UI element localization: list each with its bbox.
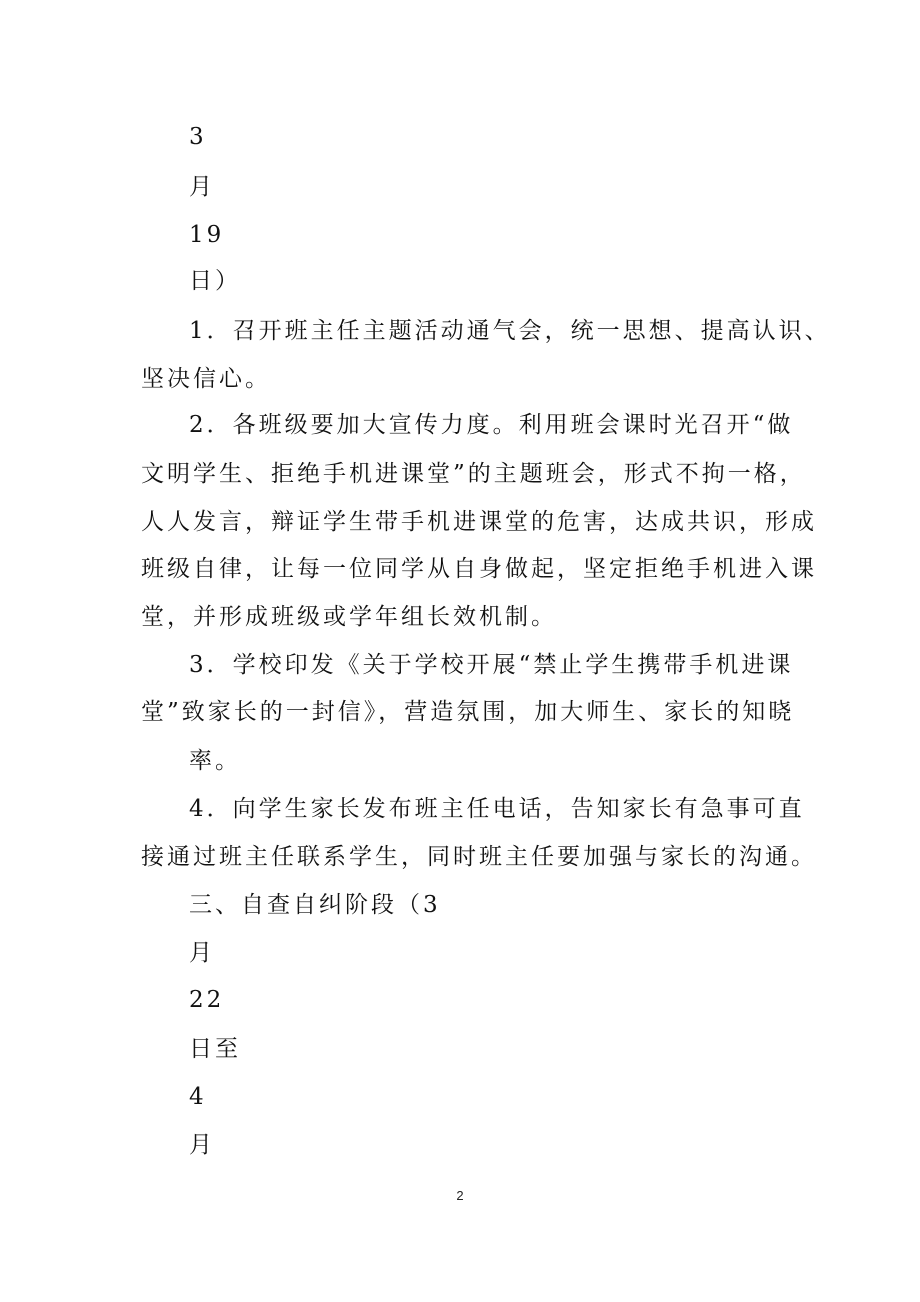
text-line: 率。 (189, 748, 241, 774)
text-line: 3 (189, 124, 207, 150)
text-line: 4 (189, 1084, 207, 1110)
text-line: 4．向学生家长发布班主任电话，告知家长有急事可直 (189, 796, 805, 822)
text-line: 堂”致家长的一封信》，营造氛围，加大师生、家长的知晓 (141, 699, 795, 725)
page-number: 2 (456, 1188, 464, 1203)
text-line: 坚决信心。 (141, 366, 271, 392)
text-line: 月 (189, 174, 215, 200)
text-line: 22 (189, 987, 225, 1013)
text-line: 月 (189, 940, 215, 966)
text-line: 三、自查自纠阶段（3 (189, 892, 441, 918)
text-line: 接通过班主任联系学生，同时班主任要加强与家长的沟通。 (141, 844, 817, 870)
text-line: 人人发言，辩证学生带手机进课堂的危害，达成共识，形成 (141, 509, 817, 535)
text-line: 19 (189, 222, 225, 248)
text-line: 3．学校印发《关于学校开展“禁止学生携带手机进课 (189, 652, 794, 678)
text-line: 2．各班级要加大宣传力度。利用班会课时光召开“做 (189, 412, 794, 438)
text-line: 堂，并形成班级或学年组长效机制。 (141, 604, 557, 630)
text-line: 班级自律，让每一位同学从自身做起，坚定拒绝手机进入课 (141, 556, 817, 582)
text-line: 1．召开班主任主题活动通气会，统一思想、提高认识、 (189, 318, 831, 344)
text-line: 月 (189, 1132, 215, 1158)
text-line: 日） (189, 268, 241, 294)
text-line: 文明学生、拒绝手机进课堂”的主题班会，形式不拘一格， (141, 461, 806, 487)
text-line: 日至 (189, 1036, 241, 1062)
